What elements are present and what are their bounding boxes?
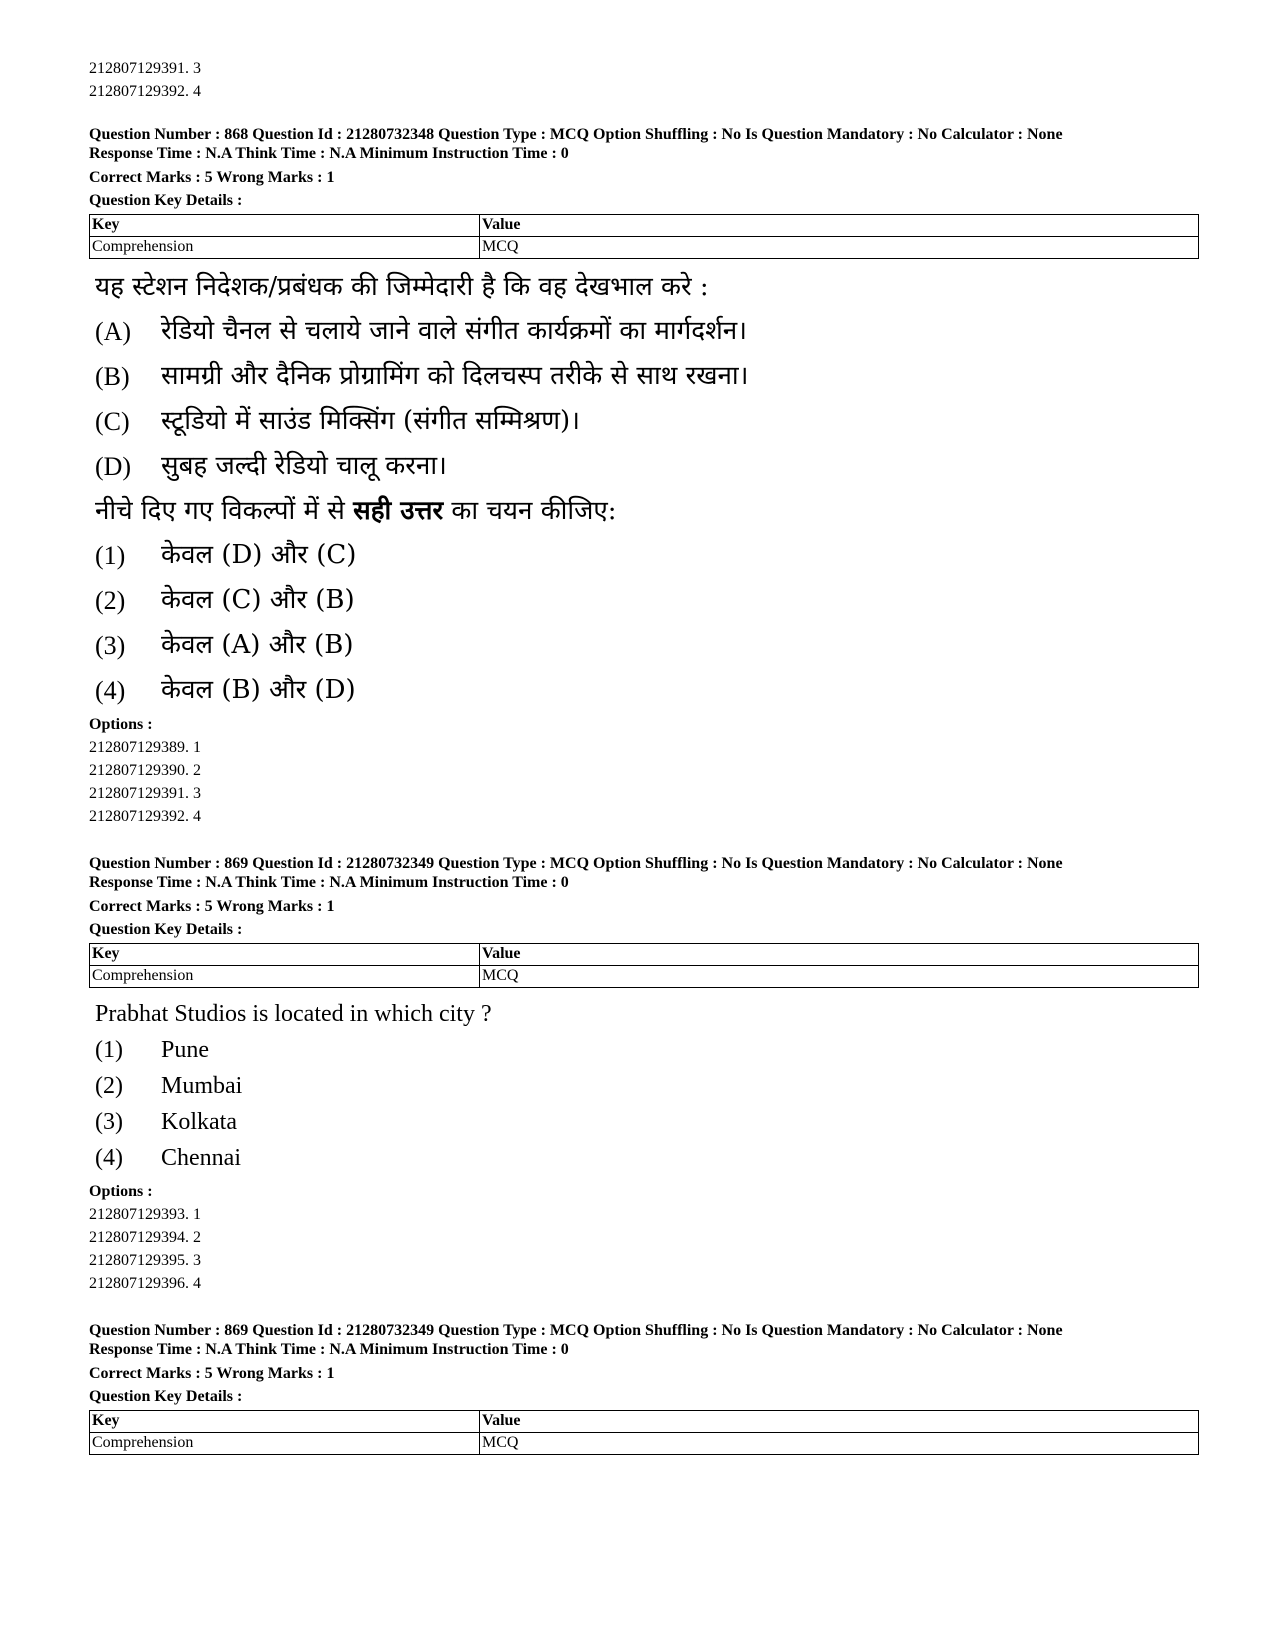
- table-cell-value: MCQ: [480, 1433, 1199, 1455]
- choice-4: [89, 668, 1199, 713]
- question-868: [89, 125, 1199, 828]
- table-header-key: Key: [90, 944, 480, 966]
- statement-label: (A): [95, 317, 132, 346]
- option-line: 212807129390. 2: [89, 762, 201, 779]
- choice-text: Mumbai: [161, 1073, 243, 1099]
- table-header-value: Value: [480, 944, 1199, 966]
- instruction-post: का चयन कीजिए:: [443, 496, 617, 526]
- question-header: Question Number : 869 Question Id : 21280732349 Question Type : MCQ Option Shuffling : No Is Question Mandatory : No Calculator : None: [89, 855, 1063, 872]
- choice-text: केवल (A) और (B): [161, 630, 354, 660]
- option-line: 212807129396. 4: [89, 1275, 201, 1292]
- marks-line: Correct Marks : 5 Wrong Marks : 1: [89, 1365, 335, 1382]
- statement-c: [89, 399, 1199, 444]
- key-details-table: [89, 1410, 1199, 1455]
- table-header-value: Value: [480, 215, 1199, 237]
- choice-2: [89, 578, 1199, 623]
- statement-a: [89, 309, 1199, 354]
- table-cell-value: MCQ: [480, 237, 1199, 259]
- table-header-key: Key: [90, 1411, 480, 1433]
- options-label: Options :: [89, 1183, 153, 1200]
- choice-text: केवल (B) और (D): [161, 675, 356, 705]
- choice-label: (1): [95, 541, 126, 570]
- statement-label: (C): [95, 407, 130, 436]
- statement-text: सुबह जल्दी रेडियो चालू करना।: [161, 451, 447, 481]
- question-869-repeat: [89, 1321, 1199, 1455]
- statement-text: स्टूडियो में साउंड मिक्सिंग (संगीत सम्मिश्रण)।: [161, 406, 581, 436]
- question-body: [89, 265, 1199, 713]
- key-details-label: Question Key Details :: [89, 192, 243, 209]
- option-line: 212807129393. 1: [89, 1206, 201, 1223]
- question-timing: Response Time : N.A Think Time : N.A Minimum Instruction Time : 0: [89, 1341, 569, 1358]
- table-header-key: Key: [90, 215, 480, 237]
- question-timing: Response Time : N.A Think Time : N.A Minimum Instruction Time : 0: [89, 145, 569, 162]
- choice-label: (2): [95, 1073, 123, 1099]
- choice-text: Kolkata: [161, 1109, 237, 1135]
- statement-text: सामग्री और दैनिक प्रोग्रामिंग को दिलचस्प तरीके से साथ रखना।: [161, 361, 749, 391]
- choice-label: (1): [95, 1037, 123, 1063]
- choice-label: (3): [95, 1109, 123, 1135]
- marks-line: Correct Marks : 5 Wrong Marks : 1: [89, 898, 335, 915]
- instruction-pre: नीचे दिए गए विकल्पों में से: [95, 496, 354, 526]
- statement-text: रेडियो चैनल से चलाये जाने वाले संगीत कार्यक्रमों का मार्गदर्शन।: [161, 316, 748, 346]
- question-stem: Prabhat Studios is located in which city ?: [95, 1001, 492, 1027]
- choice-3: [89, 1104, 1199, 1140]
- choice-1: [89, 533, 1199, 578]
- key-details-table: [89, 943, 1199, 988]
- choice-1: [89, 1032, 1199, 1068]
- option-line: 212807129391. 3: [89, 785, 201, 802]
- choice-label: (3): [95, 631, 126, 660]
- choice-2: [89, 1068, 1199, 1104]
- option-line: 212807129395. 3: [89, 1252, 201, 1269]
- key-details-table: [89, 214, 1199, 259]
- options-label: Options :: [89, 716, 153, 733]
- choice-3: [89, 623, 1199, 668]
- table-cell-value: MCQ: [480, 966, 1199, 988]
- option-line: 212807129391. 3: [89, 60, 201, 77]
- option-line: 212807129392. 4: [89, 83, 201, 100]
- key-details-label: Question Key Details :: [89, 1388, 243, 1405]
- table-cell-key: Comprehension: [90, 1433, 480, 1455]
- question-header: Question Number : 868 Question Id : 21280732348 Question Type : MCQ Option Shuffling : No Is Question Mandatory : No Calculator : None: [89, 126, 1063, 143]
- statement-d: [89, 444, 1199, 489]
- table-header-value: Value: [480, 1411, 1199, 1433]
- option-line: 212807129394. 2: [89, 1229, 201, 1246]
- choice-label: (4): [95, 1145, 123, 1171]
- instruction-bold: सही उत्तर: [353, 496, 444, 526]
- statement-b: [89, 354, 1199, 399]
- question-header: Question Number : 869 Question Id : 21280732349 Question Type : MCQ Option Shuffling : No Is Question Mandatory : No Calculator : None: [89, 1322, 1063, 1339]
- choice-text: केवल (D) और (C): [161, 540, 357, 570]
- statement-label: (D): [95, 452, 132, 481]
- choice-text: Pune: [161, 1037, 209, 1063]
- key-details-label: Question Key Details :: [89, 921, 243, 938]
- question-timing: Response Time : N.A Think Time : N.A Minimum Instruction Time : 0: [89, 874, 569, 891]
- table-cell-key: Comprehension: [90, 966, 480, 988]
- choice-label: (4): [95, 676, 126, 705]
- choice-label: (2): [95, 586, 126, 615]
- choice-4: [89, 1140, 1199, 1176]
- table-cell-key: Comprehension: [90, 237, 480, 259]
- option-line: 212807129392. 4: [89, 808, 201, 825]
- question-869: [89, 854, 1199, 1295]
- choice-text: केवल (C) और (B): [161, 585, 355, 615]
- choice-text: Chennai: [161, 1145, 241, 1171]
- document-page: [89, 0, 1199, 1455]
- statement-label: (B): [95, 362, 130, 391]
- instruction: [95, 489, 1199, 533]
- option-line: 212807129389. 1: [89, 739, 201, 756]
- question-body: [89, 996, 1199, 1176]
- marks-line: Correct Marks : 5 Wrong Marks : 1: [89, 169, 335, 186]
- question-stem: यह स्टेशन निदेशक/प्रबंधक की जिम्मेदारी है कि वह देखभाल करे :: [95, 272, 709, 302]
